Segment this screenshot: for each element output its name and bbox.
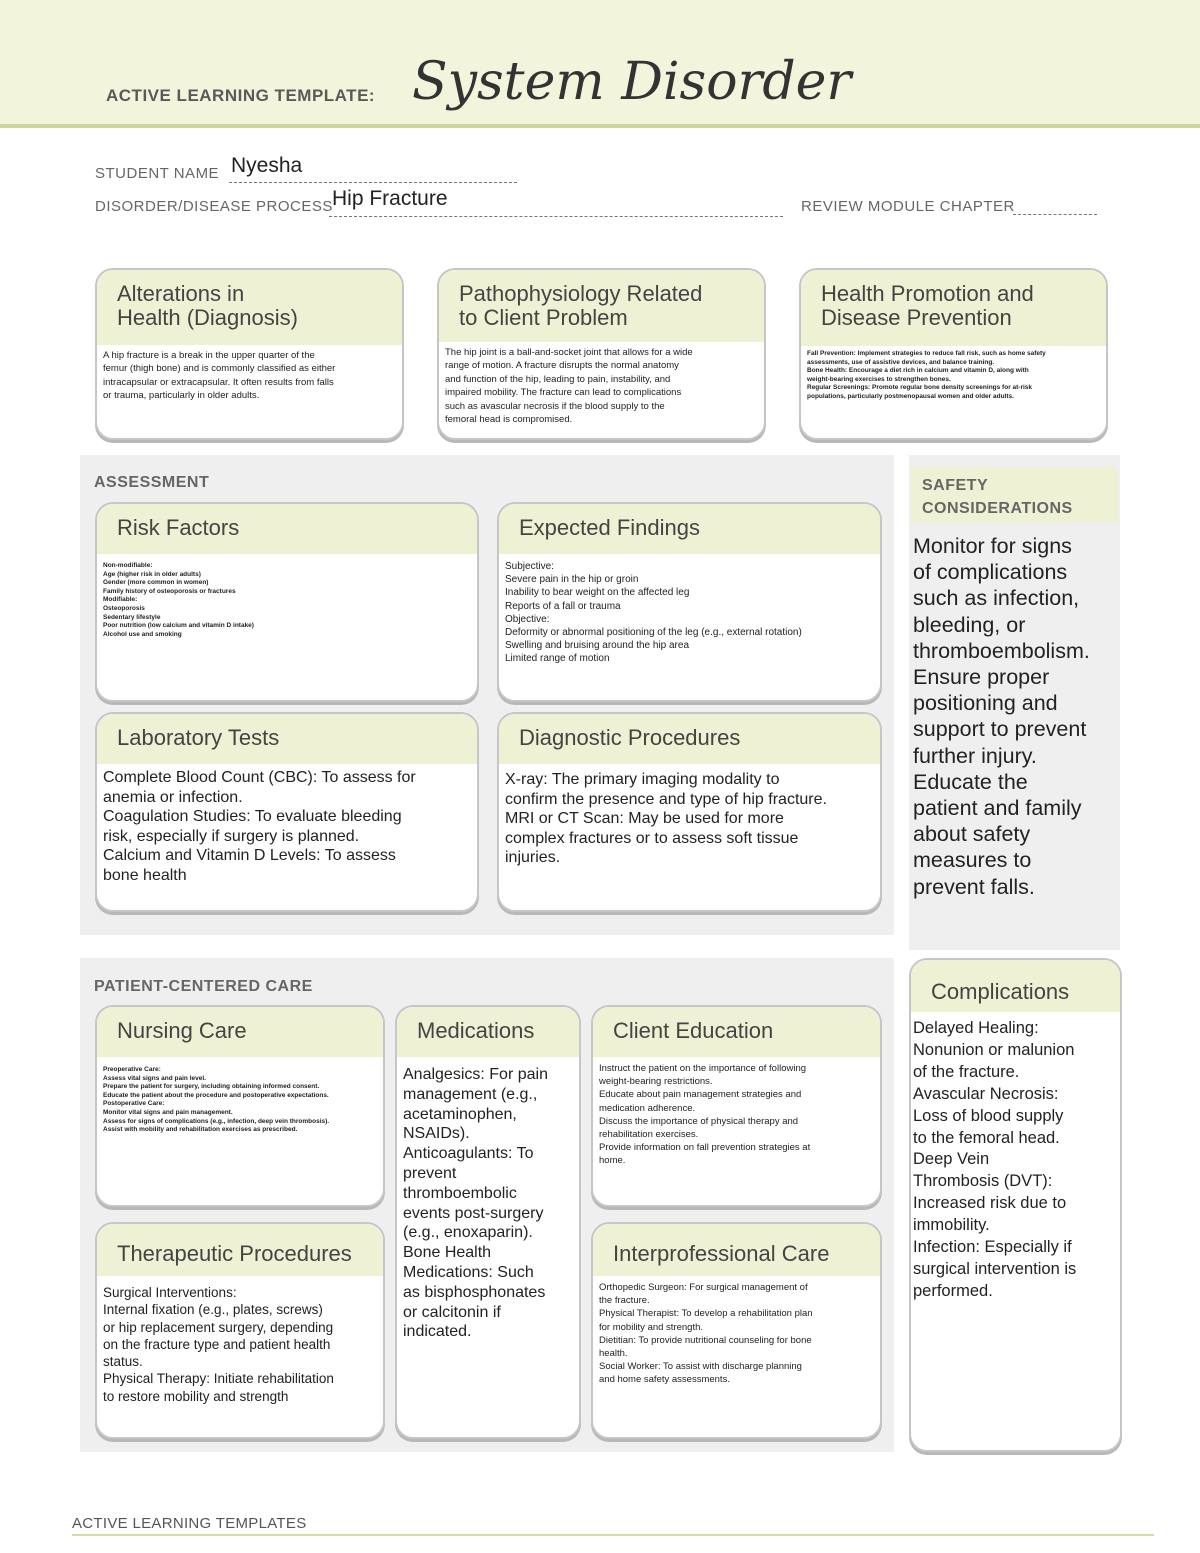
- expected-findings-body: Subjective: Severe pain in the hip or groin Inability to bear weight on the affected leg Reports of a fall or trauma Objective: Deformity or abnormal positioning of the leg (e.g., external rotation) Swelling and bruising around the hip area Limited range of motion: [505, 561, 802, 665]
- student-name-value: Nyesha: [231, 154, 303, 177]
- health-promotion-body: Fall Prevention: Implement strategies to reduce fall risk, such as home safety assessments, use of assistive devices, and balance training. Bone Health: Encourage a diet rich in calcium and vitamin D, along with weight-bearing exercises to strengthen bones. Regular Screenings: Promote regular bone density screenings for at-risk populations, particularly postmenopausal women and older adults.: [807, 350, 1046, 400]
- complications-card: [909, 958, 1122, 1452]
- medications-body: Analgesics: For pain management (e.g., acetaminophen, NSAIDs). Anticoagulants: To prevent thromboembolic events post-surgery (e.g., enoxaparin). Bone Health Medications: Such as bisphosphonates or calcitonin if indicated.: [403, 1066, 548, 1341]
- alterations-card: [95, 268, 404, 440]
- footer-rule: [72, 1534, 1154, 1536]
- pathophysiology-title: Pathophysiology Related to Client Problem: [439, 270, 764, 342]
- interprofessional-care-card: [591, 1222, 882, 1439]
- complications-body: Delayed Healing: Nonunion or malunion of the fracture. Avascular Necrosis: Loss of blood supply to the femoral head. Deep Vein Thrombosis (DVT): Increased risk due to immobility. Infection: Especially if surgical intervention is performed.: [913, 1019, 1077, 1300]
- health-promotion-title: Health Promotion and Disease Prevention: [801, 270, 1106, 346]
- client-education-title: Client Education: [593, 1007, 880, 1057]
- template-title: System Disorder: [412, 52, 852, 112]
- laboratory-tests-body: Complete Blood Count (CBC): To assess for anemia or infection. Coagulation Studies: To evaluate bleeding risk, especially if surgery is planned. Calcium and Vitamin D Levels: To assess bone health: [103, 769, 416, 884]
- pathophysiology-card: [437, 268, 766, 440]
- review-module-label: REVIEW MODULE CHAPTER: [801, 198, 1015, 215]
- diagnostic-procedures-card: [497, 712, 882, 912]
- pathophysiology-body: The hip joint is a ball-and-socket joint that allows for a wide range of motion. A fracture disrupts the normal anatomy and function of the hip, leading to pain, instability, and impaired mobility. The fracture can lead to complications such as avascular necrosis if the blood supply to the femoral head is compromised.: [445, 347, 693, 426]
- expected-findings-card: [497, 502, 882, 702]
- laboratory-tests-title: Laboratory Tests: [97, 714, 477, 764]
- disorder-label: DISORDER/DISEASE PROCESS: [95, 198, 333, 215]
- student-name-field[interactable]: [229, 154, 517, 183]
- diagnostic-procedures-body: X-ray: The primary imaging modality to confirm the presence and type of hip fracture. MRI or CT Scan: May be used for more complex fractures or to assess soft tissue injuries.: [505, 771, 827, 867]
- diagnostic-procedures-title: Diagnostic Procedures: [499, 714, 880, 764]
- nursing-care-title: Nursing Care: [97, 1007, 383, 1057]
- alterations-title: Alterations in Health (Diagnosis): [97, 270, 402, 345]
- safety-label: SAFETY CONSIDERATIONS: [922, 477, 1073, 517]
- risk-factors-body: Non-modifiable: Age (higher risk in older adults) Gender (more common in women) Family history of osteoporosis or fractures Modifiable: Osteoporosis Sedentary lifestyle Poor nutrition (low calcium and vitamin D intake) Alcohol use and smoking: [103, 562, 254, 638]
- expected-findings-title: Expected Findings: [499, 504, 880, 554]
- interprofessional-care-title: Interprofessional Care: [593, 1224, 880, 1276]
- medications-card: [395, 1005, 581, 1439]
- alterations-body: A hip fracture is a break in the upper quarter of the femur (thigh bone) and is commonly classified as either intracapsular or extracapsular. It often results from falls or trauma, particularly in older adults.: [103, 350, 336, 402]
- therapeutic-procedures-body: Surgical Interventions: Internal fixation (e.g., plates, screws) or hip replacement surgery, depending on the fracture type and patient health status. Physical Therapy: Initiate rehabilitation to restore mobility and strength: [103, 1285, 334, 1404]
- disorder-field[interactable]: [329, 187, 783, 217]
- footer-text: ACTIVE LEARNING TEMPLATES: [72, 1515, 307, 1532]
- client-education-card: [591, 1005, 882, 1207]
- laboratory-tests-card: [95, 712, 479, 912]
- medications-title: Medications: [397, 1007, 579, 1057]
- health-promotion-card: [799, 268, 1108, 440]
- client-education-body: Instruct the patient on the importance of following weight-bearing restrictions. Educate about pain management strategies and medication adherence. Discuss the importance of physical therapy and rehabilitation exercises. Provide information on fall prevention strategies at home.: [599, 1063, 811, 1167]
- complications-title: Complications: [911, 960, 1120, 1012]
- therapeutic-procedures-card: [95, 1222, 385, 1439]
- risk-factors-title: Risk Factors: [97, 504, 477, 554]
- patient-care-label: PATIENT-CENTERED CARE: [94, 978, 313, 995]
- disorder-value: Hip Fracture: [332, 187, 448, 210]
- header-rule: [0, 124, 1200, 128]
- nursing-care-body: Preoperative Care: Assess vital signs and pain level. Prepare the patient for surgery, including obtaining informed consent. Educate the patient about the procedure and postoperative expectations. Postoperative Care: Monitor vital signs and pain management. Assess for signs of complications (e.g., infection, deep vein thrombosis). Assist with mobility and rehabilitation exercises as prescribed.: [103, 1066, 330, 1134]
- safety-body: Monitor for signs of complications such as infection, bleeding, or thromboembolism. Ensure proper positioning and support to prevent further injury. Educate the patient and family about safety measures to prevent falls.: [913, 534, 1090, 899]
- nursing-care-card: [95, 1005, 385, 1207]
- interprofessional-care-body: Orthopedic Surgeon: For surgical management of the fracture. Physical Therapist: To develop a rehabilitation plan for mobility and strength. Dietitian: To provide nutritional counseling for bone health. Social Worker: To assist with discharge planning and home safety assessments.: [599, 1282, 813, 1386]
- risk-factors-card: [95, 502, 479, 702]
- assessment-label: ASSESSMENT: [94, 474, 210, 491]
- student-name-label: STUDENT NAME: [95, 165, 220, 182]
- therapeutic-procedures-title: Therapeutic Procedures: [97, 1224, 383, 1276]
- review-module-field[interactable]: [1013, 196, 1097, 215]
- template-label: ACTIVE LEARNING TEMPLATE:: [106, 86, 376, 105]
